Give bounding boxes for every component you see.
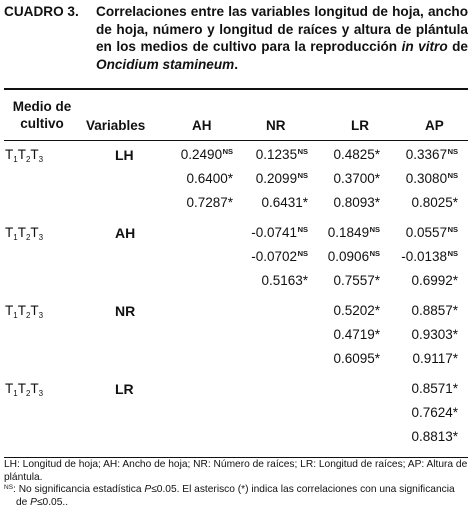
cell-significance: NS	[447, 225, 458, 234]
cell-significance: NS	[222, 147, 233, 156]
table-cell	[181, 147, 233, 162]
cell-value: 0.6431*	[261, 195, 308, 210]
treatment-subscript: 3	[38, 389, 44, 398]
table-cell	[411, 195, 458, 210]
treatment-letter: T	[5, 147, 14, 162]
cell-value: 0.5202*	[333, 303, 380, 318]
top-rule	[4, 88, 468, 90]
header-rule	[4, 140, 468, 141]
cell-value: -0.0138	[401, 249, 448, 264]
cell-significance: NS	[297, 249, 308, 258]
footnote-significance	[4, 484, 468, 509]
cell-value: 0.9303*	[411, 327, 458, 342]
cell-value: 0.9117*	[412, 351, 458, 366]
treatment-subscript: 2	[25, 311, 31, 320]
cell-value: 0.4825*	[333, 147, 380, 162]
medio-cultivo-label	[5, 225, 43, 242]
footnote-text: ≤0.05. El asterisco (*) indica las correlaciones con una significancia de	[16, 484, 455, 508]
cell-value: 0.2490	[180, 147, 223, 162]
footnote-text: : No significancia estadística	[13, 484, 145, 495]
cell-value: 0.0557	[405, 225, 448, 240]
treatment-subscript: 1	[13, 311, 18, 320]
table-cell	[401, 249, 458, 264]
header-lr: LR	[351, 118, 369, 133]
table-cell	[411, 273, 458, 288]
treatment-letter: T	[5, 225, 14, 240]
cell-value: 0.1849	[327, 225, 370, 240]
caption-italic-species: Oncidium stamineum	[96, 56, 235, 72]
table-cell	[186, 195, 233, 210]
treatment-letter: T	[17, 303, 26, 318]
medio-cultivo-label	[5, 303, 43, 320]
table-cell	[333, 303, 380, 318]
table-cell	[333, 351, 380, 366]
treatment-subscript: 2	[25, 233, 31, 242]
header-ap: AP	[425, 118, 444, 133]
cell-value: -0.0741	[251, 225, 298, 240]
cell-value: 0.8813*	[411, 429, 458, 444]
cell-significance: NS	[447, 171, 458, 180]
cell-significance: NS	[297, 147, 308, 156]
treatment-letter: T	[30, 225, 39, 240]
caption-text-part: Correlaciones entre las variables longitud de hoja, ancho de hoja, número y longitud de raíces y altura de plántula en los medios de cultivo para la reproducción	[96, 4, 468, 55]
table-cell	[333, 273, 380, 288]
treatment-letter: T	[17, 381, 26, 396]
treatment-subscript: 1	[13, 155, 18, 164]
cell-value: 0.3700*	[333, 171, 380, 186]
cell-value: 0.6992*	[411, 273, 458, 288]
treatment-subscript: 3	[38, 155, 44, 164]
table-cell	[406, 171, 458, 186]
treatment-subscript: 1	[13, 389, 18, 398]
caption-text-part: de	[447, 39, 468, 55]
table-cell	[251, 225, 308, 240]
cell-value: 0.7624*	[411, 405, 458, 420]
table-cell	[406, 225, 458, 240]
medio-cultivo-label	[5, 147, 43, 164]
cell-value: 0.2099	[255, 171, 298, 186]
footnote-p-symbol: P	[144, 484, 152, 495]
cell-value: 0.5163*	[261, 273, 308, 288]
cell-value: 0.3367	[405, 147, 448, 162]
cell-value: -0.0702	[251, 249, 298, 264]
table-cell	[333, 147, 380, 162]
header-medio: Medio de cultivo	[12, 99, 72, 131]
table-cell	[411, 303, 458, 318]
cell-value: 0.8093*	[333, 195, 380, 210]
caption-text	[96, 3, 468, 73]
caption-text-part: .	[234, 56, 239, 72]
treatment-subscript: 2	[25, 155, 31, 164]
treatment-letter: T	[17, 147, 26, 162]
table-cell	[256, 171, 308, 186]
cell-significance: NS	[447, 249, 458, 258]
header-variables: Variables	[86, 118, 146, 133]
table-cell	[328, 249, 380, 264]
medio-cultivo-label	[5, 381, 43, 398]
caption-italic-in-vitro: in vitro	[401, 39, 448, 55]
cell-value: 0.8857*	[411, 303, 458, 318]
table-cell	[328, 225, 380, 240]
table-cell	[333, 195, 380, 210]
table-cell	[411, 327, 458, 342]
treatment-letter: T	[30, 303, 39, 318]
table-cell	[411, 381, 458, 396]
treatment-subscript: 3	[38, 233, 44, 242]
table-cell	[406, 147, 458, 162]
footnote-abbreviations: LH: Longitud de hoja; AH: Ancho de hoja; NR: Número de raíces; LR: Longitud de raíces; AP: Altura de plántula.	[4, 459, 468, 483]
table-cell	[256, 147, 308, 162]
treatment-letter: T	[30, 381, 39, 396]
cell-value: 0.7557*	[333, 273, 380, 288]
variable-label: AH	[115, 225, 136, 241]
cell-value: 0.4719*	[333, 327, 380, 342]
table-cell	[412, 351, 458, 366]
footnote-text: ≤0.05..	[36, 496, 69, 508]
treatment-letter: T	[17, 225, 26, 240]
cell-significance: NS	[447, 147, 458, 156]
cell-value: 0.6095*	[333, 351, 380, 366]
caption-label: CUADRO 3.	[4, 4, 79, 19]
variable-label: LH	[115, 147, 134, 163]
treatment-subscript: 3	[38, 311, 44, 320]
cell-significance: NS	[369, 225, 380, 234]
cell-value: 0.1235	[255, 147, 298, 162]
table-cell	[186, 171, 233, 186]
treatment-subscript: 2	[25, 389, 31, 398]
table-cell	[261, 195, 308, 210]
table-cell	[411, 405, 458, 420]
treatment-letter: T	[5, 303, 14, 318]
variable-label: NR	[115, 303, 136, 319]
cell-value: 0.8571*	[411, 381, 458, 396]
cell-significance: NS	[369, 249, 380, 258]
cell-significance: NS	[297, 225, 308, 234]
variable-label: LR	[115, 381, 134, 397]
header-nr: NR	[266, 118, 286, 133]
ns-superscript: NS	[4, 484, 14, 491]
table-cell	[251, 249, 308, 264]
cell-significance: NS	[297, 171, 308, 180]
treatment-letter: T	[30, 147, 39, 162]
footnote-p-symbol: P	[30, 496, 37, 508]
table-cell	[411, 429, 458, 444]
cell-value: 0.0906	[327, 249, 370, 264]
cell-value: 0.3080	[405, 171, 448, 186]
cell-value: 0.7287*	[186, 195, 233, 210]
header-ah: AH	[192, 118, 212, 133]
bottom-rule	[4, 457, 468, 458]
cell-value: 0.8025*	[411, 195, 458, 210]
table-cell	[333, 171, 380, 186]
treatment-subscript: 1	[13, 233, 18, 242]
treatment-letter: T	[5, 381, 14, 396]
table-cell	[261, 273, 308, 288]
table-cell	[333, 327, 380, 342]
cell-value: 0.6400*	[186, 171, 233, 186]
